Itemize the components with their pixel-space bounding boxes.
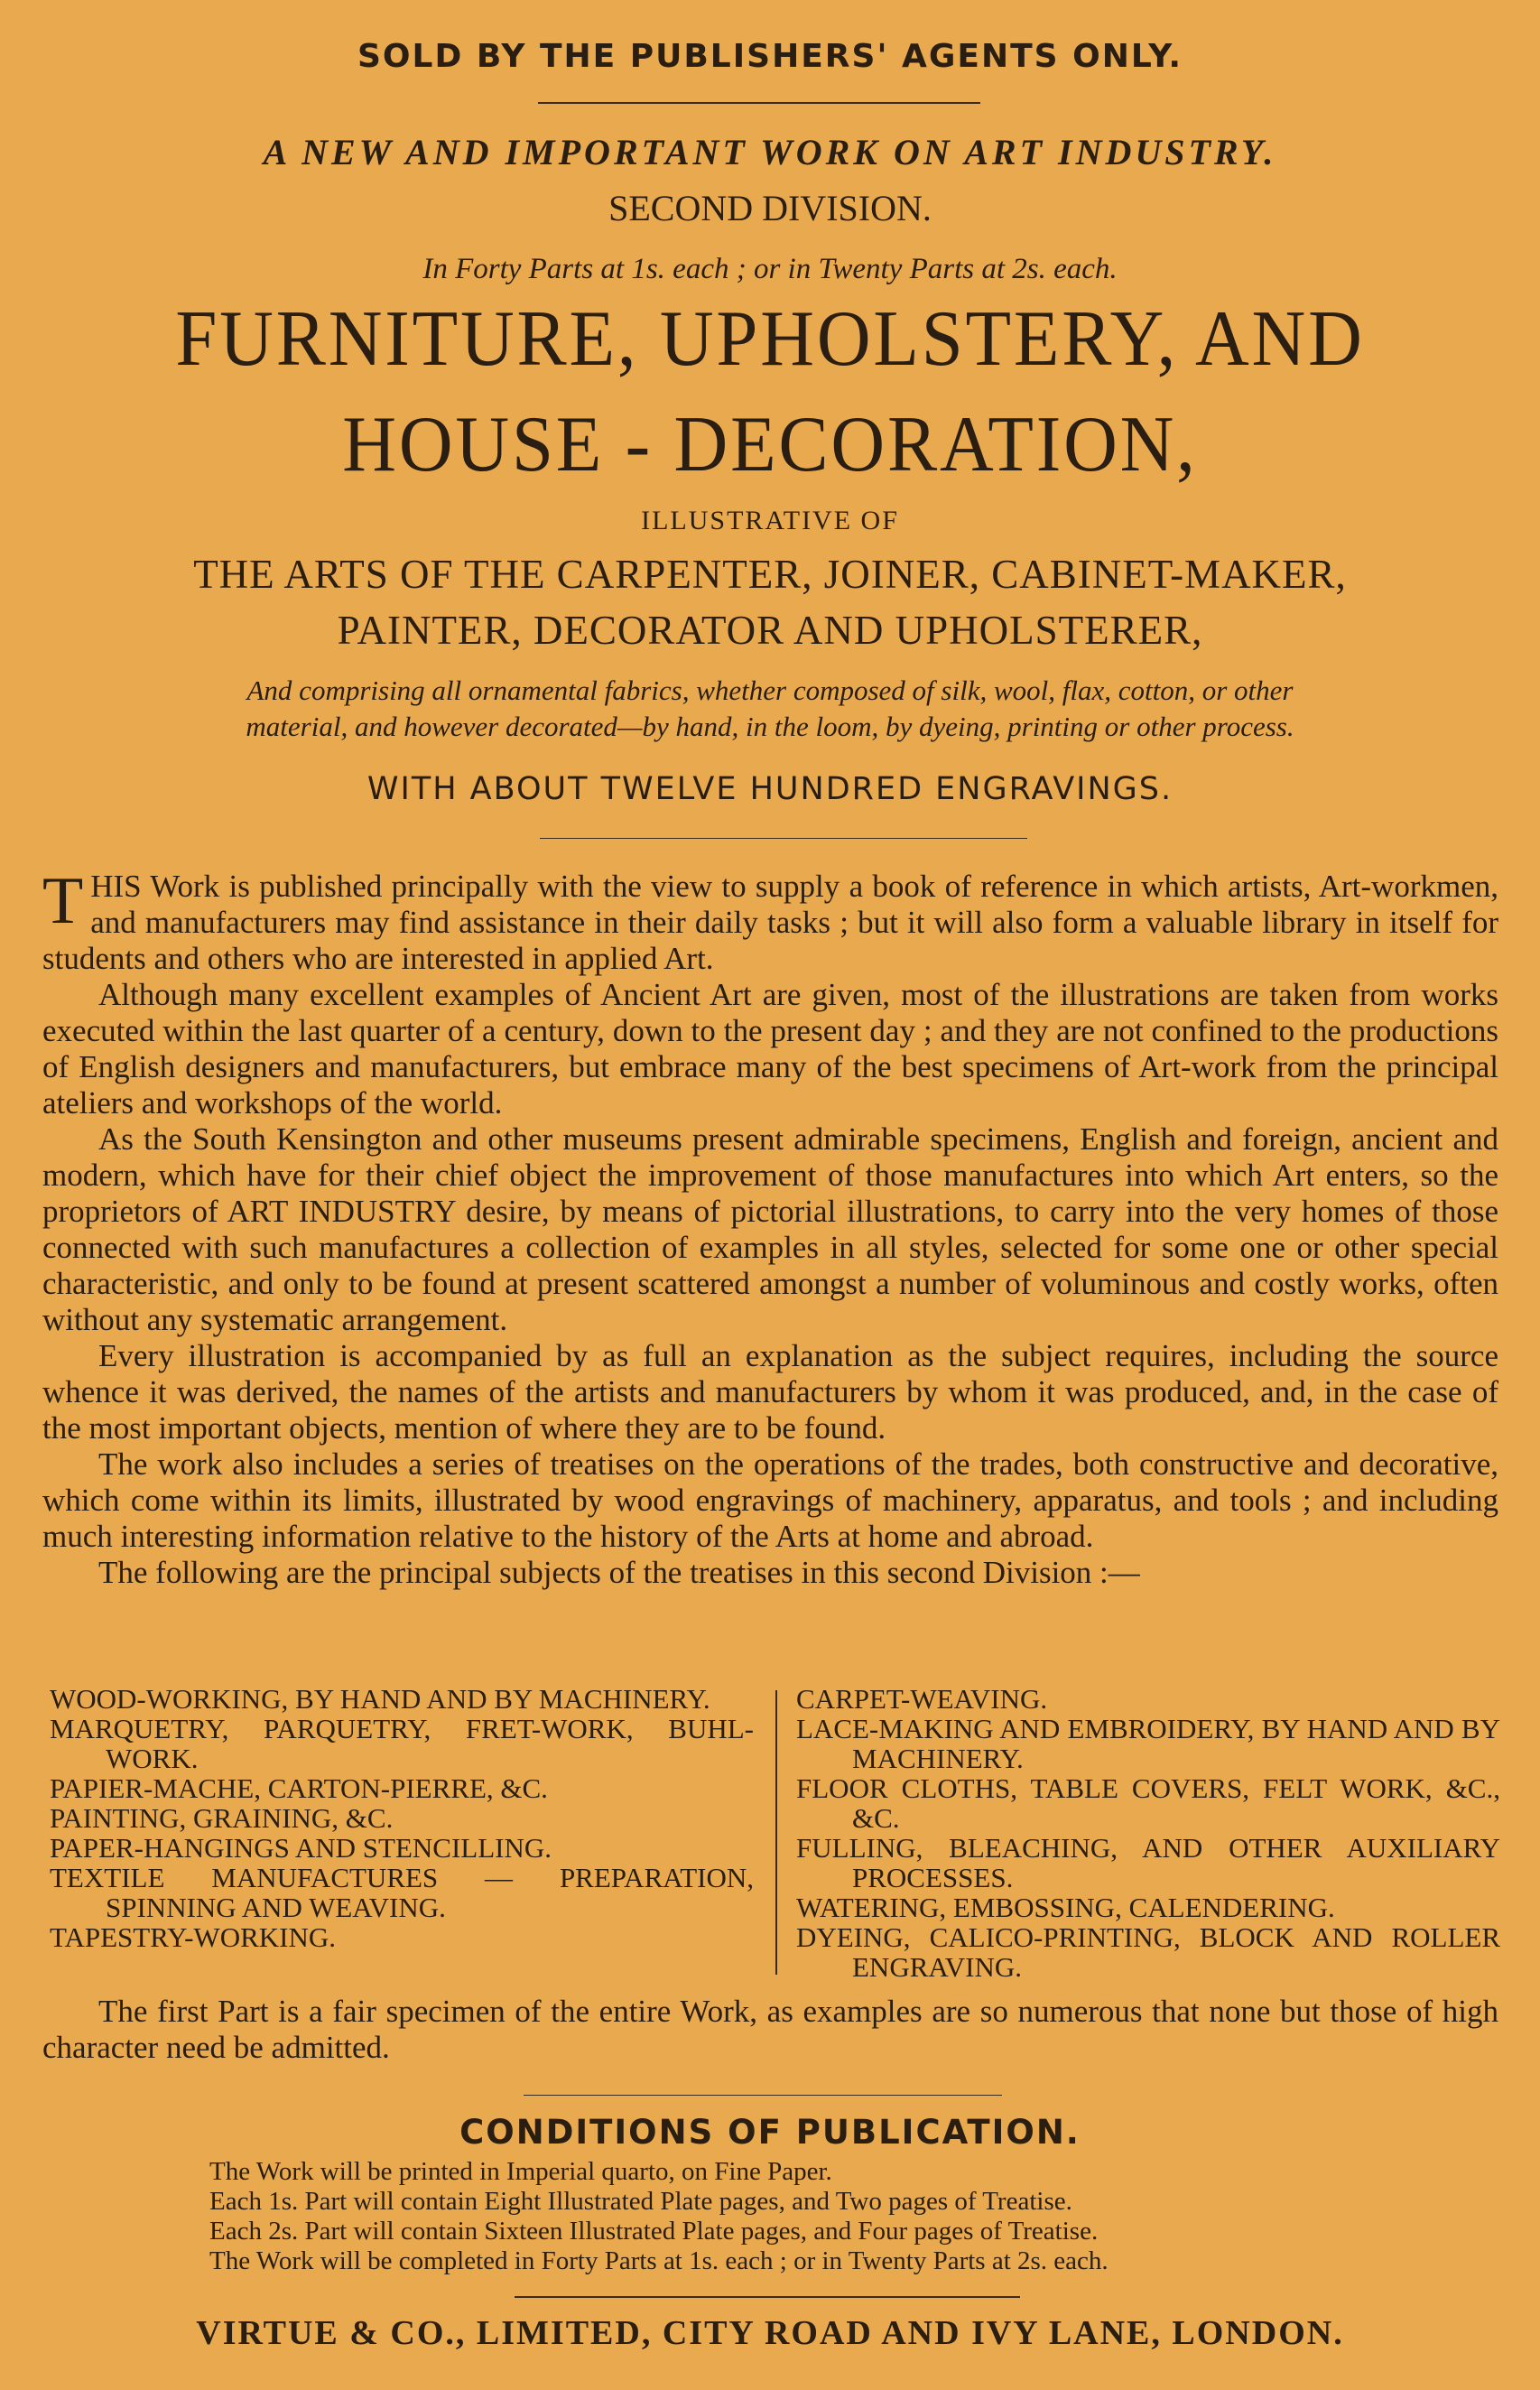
arts-line-2: PAINTER, DECORATOR AND UPHOLSTERER, bbox=[337, 608, 1203, 653]
footer-rule bbox=[515, 2296, 1020, 2298]
division-line: SECOND DIVISION. bbox=[608, 188, 932, 228]
conditions-list bbox=[209, 2157, 1109, 2276]
column-divider bbox=[775, 1690, 777, 1975]
engravings-rule bbox=[540, 838, 1027, 839]
subject-item: CARPET-WEAVING. bbox=[796, 1683, 1048, 1715]
closing-paragraph-block bbox=[42, 1994, 1498, 2066]
top-rule bbox=[538, 102, 980, 104]
comprising-line-1: And comprising all ornamental fabrics, whether composed of silk, wool, flax, cotton, or other bbox=[246, 674, 1294, 706]
condition-line: Each 2s. Part will contain Sixteen Illustrated Plate pages, and Four pages of Treatise. bbox=[209, 2217, 1099, 2246]
subjects-right-column bbox=[796, 1684, 1500, 1982]
subject-item: TEXTILE MANUFACTURES — PREPARATION, SPINNING AND WEAVING. bbox=[50, 1862, 754, 1923]
subject-item: PAINTING, GRAINING, &C. bbox=[50, 1802, 394, 1834]
paragraph-museums: As the South Kensington and other museums present admirable specimens, English and foreign, ancient and modern, which have for their chief object the improvement of those manufactures into which Art enters, so the proprietors of ART INDUSTRY desire, by means of pictorial illustrations, to carry into the very homes of those connected with such manufactures a collection of examples in all styles, selected for some one or other special characteristic, and only to be found at present scattered amongst a number of voluminous and costly works, often without any systematic arrangement. bbox=[42, 1121, 1498, 1337]
subject-item: TAPESTRY-WORKING. bbox=[50, 1921, 336, 1953]
subject-item: PAPIER-MACHE, CARTON-PIERRE, &C. bbox=[50, 1772, 548, 1804]
paragraph-subjects-intro: The following are the principal subjects of the treatises in this second Division :— bbox=[98, 1555, 1140, 1590]
illustrative-of: ILLUSTRATIVE OF bbox=[641, 506, 899, 535]
subject-item: FLOOR CLOTHS, TABLE COVERS, FELT WORK, &C., &C. bbox=[796, 1772, 1500, 1834]
conditions-heading: CONDITIONS OF PUBLICATION. bbox=[459, 2113, 1081, 2152]
subject-item: PAPER-HANGINGS AND STENCILLING. bbox=[50, 1832, 552, 1864]
paragraph-intro: THIS Work is published principally with the view to supply a book of reference in which artists, Art-workmen, and manufacturers may find assistance in their daily tasks ; but it will also form a valuable library in itself for students and others who are interested in applied Art. bbox=[42, 864, 1498, 976]
subjects-left-column bbox=[50, 1684, 754, 1952]
arts-line-1: THE ARTS OF THE CARPENTER, JOINER, CABINET-MAKER, bbox=[193, 552, 1347, 597]
body-text bbox=[42, 864, 1498, 1591]
closing-paragraph: The first Part is a fair specimen of the entire Work, as examples are so numerous that none but those of high character need be admitted. bbox=[42, 1994, 1498, 2065]
parts-line: In Forty Parts at 1s. each ; or in Twenty Parts at 2s. each. bbox=[422, 253, 1118, 285]
engravings-line: WITH ABOUT TWELVE HUNDRED ENGRAVINGS. bbox=[366, 771, 1174, 807]
condition-line: The Work will be completed in Forty Parts at 1s. each ; or in Twenty Parts at 2s. each. bbox=[209, 2246, 1109, 2275]
subject-item: DYEING, CALICO-PRINTING, BLOCK AND ROLLER ENGRAVING. bbox=[796, 1921, 1500, 1983]
subject-item: LACE-MAKING AND EMBROIDERY, BY HAND AND BY MACHINERY. bbox=[796, 1713, 1500, 1774]
sold-by-line: SOLD BY THE PUBLISHERS' AGENTS ONLY. bbox=[357, 38, 1183, 75]
work-title-line: A NEW AND IMPORTANT WORK ON ART INDUSTRY. bbox=[263, 132, 1277, 172]
paragraph-illustration: Every illustration is accompanied by as full an explanation as the subject requires, including the source whence it was derived, the names of the artists and manufacturers by whom it was produced, and, in the case of the most important objects, mention of where they are to be found. bbox=[42, 1338, 1498, 1446]
subject-item: MARQUETRY, PARQUETRY, FRET-WORK, BUHL-WORK. bbox=[50, 1713, 754, 1774]
paragraph-treatises: The work also includes a series of treatises on the operations of the trades, both constructive and decorative, which come within its limits, illustrated by wood engravings of machinery, apparatus, and tools ; and including much interesting information relative to the history of the Arts at home and abroad. bbox=[42, 1446, 1498, 1554]
condition-line: Each 1s. Part will contain Eight Illustrated Plate pages, and Two pages of Treatise. bbox=[209, 2187, 1072, 2216]
drop-cap: T bbox=[42, 864, 84, 938]
main-title-line-2: HOUSE - DECORATION, bbox=[342, 401, 1198, 488]
subject-item: FULLING, BLEACHING, AND OTHER AUXILIARY PROCESSES. bbox=[796, 1832, 1500, 1893]
main-title-line-1: FURNITURE, UPHOLSTERY, AND bbox=[175, 295, 1365, 383]
comprising-line-2: material, and however decorated—by hand, in the loom, by dyeing, printing or other process. bbox=[246, 711, 1294, 742]
publisher-line: VIRTUE & CO., LIMITED, CITY ROAD AND IVY LANE, LONDON. bbox=[196, 2314, 1344, 2352]
paragraph-ancient-art: Although many excellent examples of Ancient Art are given, most of the illustrations are taken from works executed within the last quarter of a century, down to the present day ; and they are not confined to the productions of English designers and manufacturers, but embrace many of the best specimens of Art-work from the principal ateliers and workshops of the world. bbox=[42, 977, 1498, 1121]
subject-item: WOOD-WORKING, BY HAND AND BY MACHINERY. bbox=[50, 1683, 710, 1715]
condition-line: The Work will be printed in Imperial quarto, on Fine Paper. bbox=[209, 2157, 832, 2186]
conditions-rule bbox=[524, 2095, 1002, 2096]
subject-item: WATERING, EMBOSSING, CALENDERING. bbox=[796, 1892, 1335, 1923]
